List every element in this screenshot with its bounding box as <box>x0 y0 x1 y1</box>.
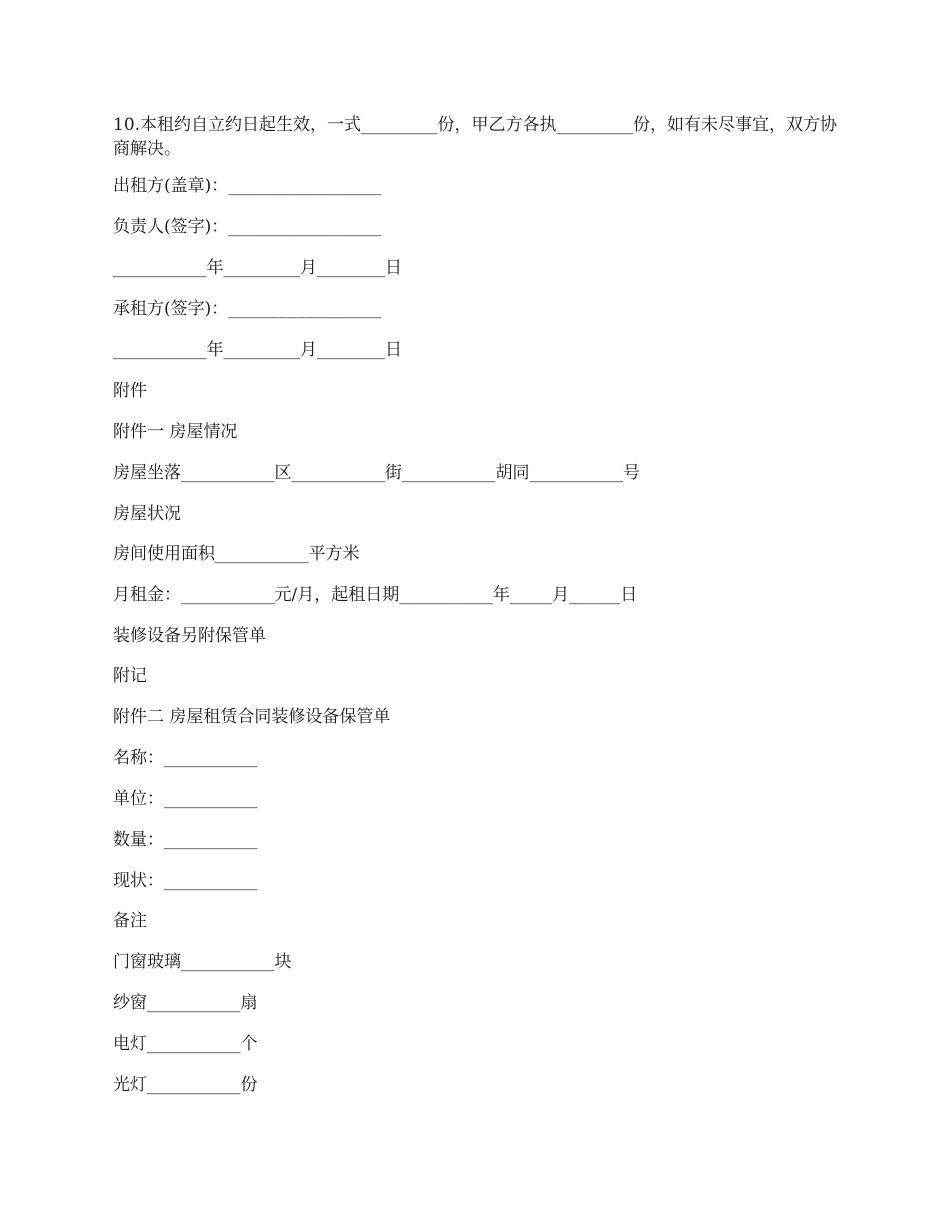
decoration-note: 装修设备另附保管单 <box>113 626 266 646</box>
lessee-sign-line: 承租方(签字)：__________________ <box>113 299 382 319</box>
electric-lamp-line: 电灯___________个 <box>113 1034 258 1054</box>
room-area-line: 房间使用面积___________平方米 <box>113 544 360 564</box>
date-line-2: ___________年_________月________日 <box>113 340 402 360</box>
name-field-line: 名称：___________ <box>113 748 258 768</box>
remarks-heading: 备注 <box>113 911 147 931</box>
addendum-heading: 附记 <box>113 666 147 686</box>
attachment-one-title: 附件一 房屋情况 <box>113 422 238 442</box>
date-line-1: ___________年_________月________日 <box>113 258 402 278</box>
unit-field-line: 单位：___________ <box>113 789 258 809</box>
window-glass-line: 门窗玻璃___________块 <box>113 952 292 972</box>
fluorescent-lamp-line: 光灯___________份 <box>113 1075 258 1095</box>
monthly-rent-line: 月租金：___________元/月，起租日期___________年_____月______日 <box>113 585 638 605</box>
attachment-two-title: 附件二 房屋租赁合同装修设备保管单 <box>113 707 391 727</box>
responsible-sign-line: 负责人(签字)：__________________ <box>113 217 382 237</box>
house-condition-heading: 房屋状况 <box>113 504 181 524</box>
attachment-heading: 附件 <box>113 381 147 401</box>
quantity-field-line: 数量：___________ <box>113 830 258 850</box>
clause-10: 10.本租约自立约日起生效，一式_________份，甲乙方各执_________份，如有未尽事宜，双方协商解决。 <box>113 115 838 159</box>
house-location-line: 房屋坐落___________区___________街___________胡同___________号 <box>113 463 640 483</box>
lessor-seal-line: 出租方(盖章)：__________________ <box>113 176 382 196</box>
status-field-line: 现状：___________ <box>113 871 258 891</box>
screen-window-line: 纱窗___________扇 <box>113 993 258 1013</box>
